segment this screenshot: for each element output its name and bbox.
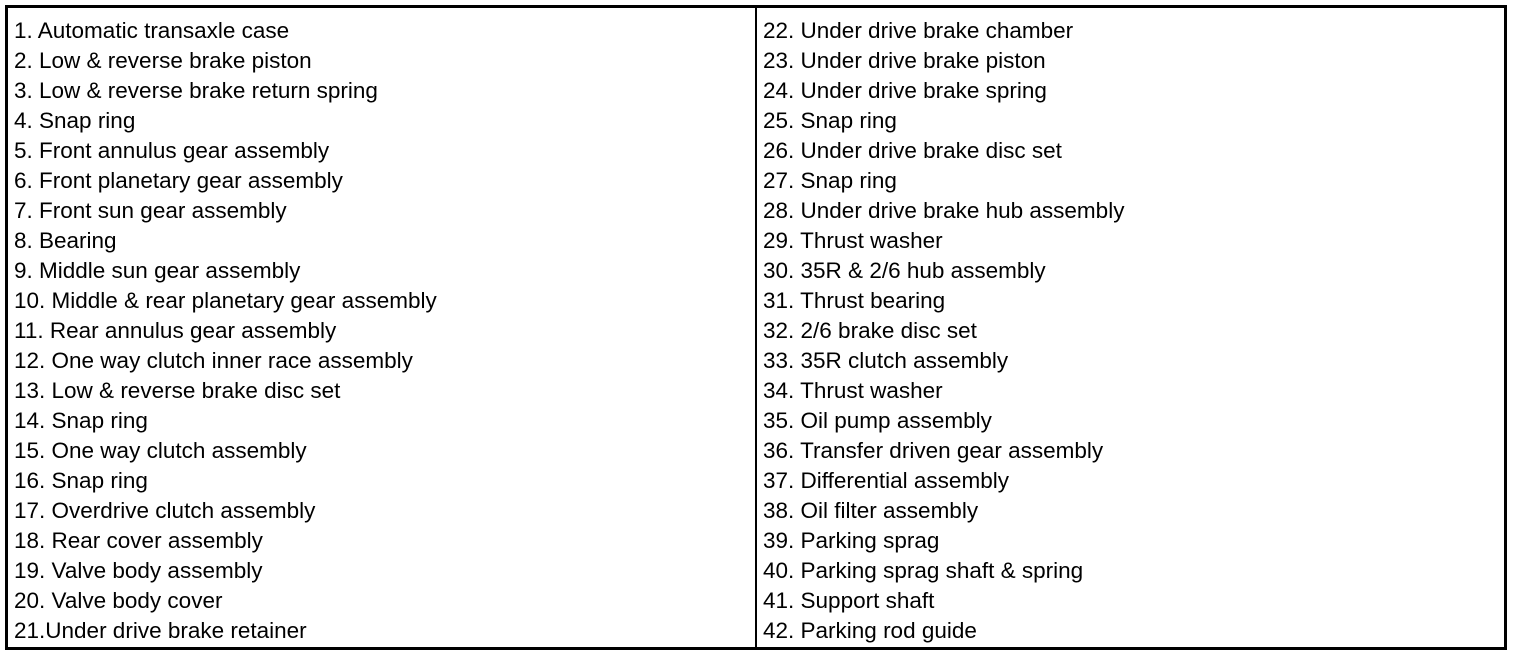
legend-column-left <box>8 8 757 647</box>
legend-item: 14. Snap ring <box>14 408 148 433</box>
legend-item: 9. Middle sun gear assembly <box>14 258 301 283</box>
legend-item: 39. Parking sprag <box>763 528 940 553</box>
legend-item: 19. Valve body assembly <box>14 558 263 583</box>
legend-item: 3. Low & reverse brake return spring <box>14 78 378 103</box>
legend-item: 18. Rear cover assembly <box>14 528 263 553</box>
legend-item: 27. Snap ring <box>763 168 897 193</box>
legend-item: 13. Low & reverse brake disc set <box>14 378 341 403</box>
legend-item: 28. Under drive brake hub assembly <box>763 198 1125 223</box>
legend-item: 12. One way clutch inner race assembly <box>14 348 413 373</box>
legend-item: 20. Valve body cover <box>14 588 223 613</box>
legend-item: 5. Front annulus gear assembly <box>14 138 330 163</box>
legend-item: 41. Support shaft <box>763 588 935 613</box>
legend-item: 26. Under drive brake disc set <box>763 138 1062 163</box>
legend-item: 38. Oil filter assembly <box>763 498 979 523</box>
legend-item: 24. Under drive brake spring <box>763 78 1047 103</box>
legend-item: 10. Middle & rear planetary gear assembly <box>14 288 437 313</box>
parts-legend-table <box>5 5 1507 650</box>
legend-item: 11. Rear annulus gear assembly <box>14 318 337 343</box>
legend-item: 8. Bearing <box>14 228 117 253</box>
legend-item: 23. Under drive brake piston <box>763 48 1046 73</box>
legend-item: 1. Automatic transaxle case <box>14 18 290 43</box>
legend-item: 21.Under drive brake retainer <box>14 618 307 643</box>
legend-item: 2. Low & reverse brake piston <box>14 48 312 73</box>
legend-item: 7. Front sun gear assembly <box>14 198 287 223</box>
legend-item: 35. Oil pump assembly <box>763 408 992 433</box>
legend-item: 42. Parking rod guide <box>763 618 977 643</box>
legend-item: 22. Under drive brake chamber <box>763 18 1074 43</box>
legend-item: 40. Parking sprag shaft & spring <box>763 558 1084 583</box>
legend-item: 34. Thrust washer <box>763 378 943 403</box>
legend-item: 32. 2/6 brake disc set <box>763 318 977 343</box>
legend-item: 16. Snap ring <box>14 468 148 493</box>
legend-item: 29. Thrust washer <box>763 228 943 253</box>
legend-item: 33. 35R clutch assembly <box>763 348 1009 373</box>
legend-item: 37. Differential assembly <box>763 468 1009 493</box>
legend-column-right <box>757 8 1504 647</box>
legend-item: 31. Thrust bearing <box>763 288 946 313</box>
legend-item: 17. Overdrive clutch assembly <box>14 498 316 523</box>
legend-item: 36. Transfer driven gear assembly <box>763 438 1104 463</box>
legend-item: 30. 35R & 2/6 hub assembly <box>763 258 1046 283</box>
legend-item: 4. Snap ring <box>14 108 136 133</box>
legend-item: 25. Snap ring <box>763 108 897 133</box>
legend-item: 6. Front planetary gear assembly <box>14 168 343 193</box>
legend-item: 15. One way clutch assembly <box>14 438 307 463</box>
